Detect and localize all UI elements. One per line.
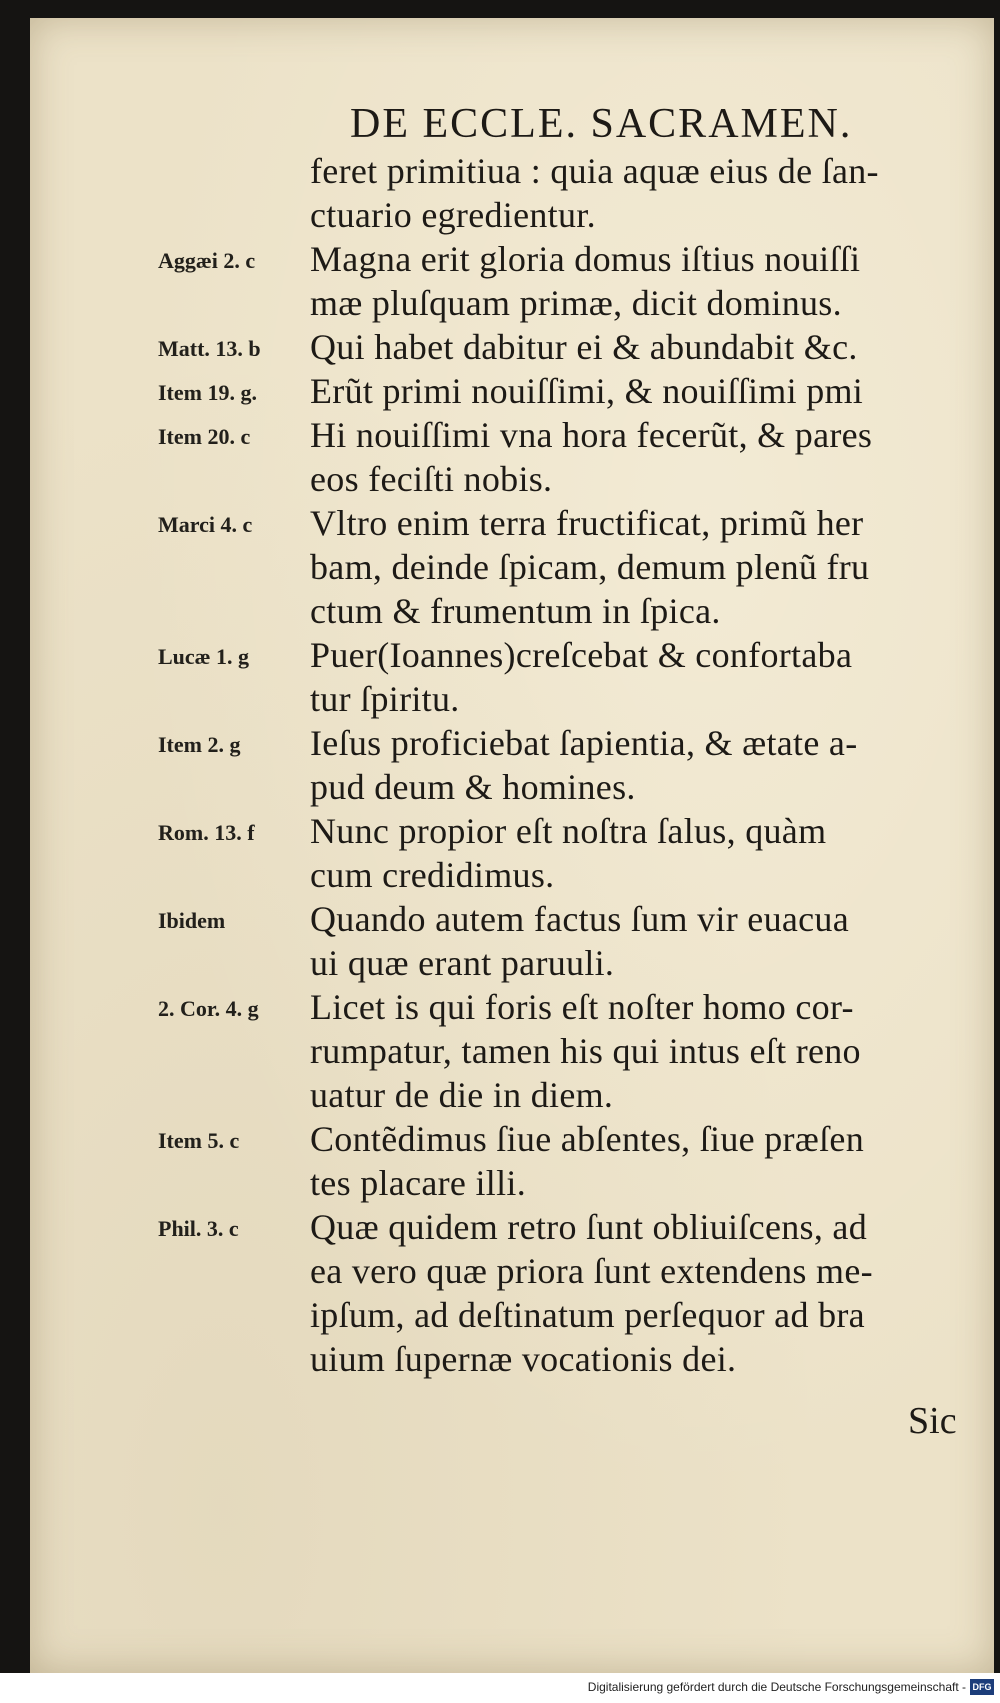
margin-note: Lucæ 1. g: [158, 644, 250, 669]
footer-credit: Digitalisierung gefördert durch die Deutsche Forschungsgemeinschaft -: [587, 1680, 966, 1694]
text-line: Licet is qui foris eſt noſter homo cor-: [310, 987, 854, 1027]
text-line: Nunc propior eſt noſtra ſalus, quàm: [310, 811, 827, 851]
text-line: Magna erit gloria domus iſtius nouiſſi: [310, 239, 861, 279]
text-line: Vltro enim terra fructificat, primũ her: [310, 503, 864, 543]
text-line: Quæ quidem retro ſunt obliuiſcens, ad: [310, 1207, 868, 1247]
text-line: ctuario egredientur.: [310, 195, 596, 235]
margin-note: Aggæi 2. c: [158, 248, 256, 273]
margin-note: Marci 4. c: [158, 512, 253, 537]
digitization-footer: [0, 1673, 1000, 1703]
text-line: pud deum & homines.: [310, 767, 636, 807]
text-line: mæ pluſquam primæ, dicit dominus.: [310, 283, 842, 323]
margin-note: Ibidem: [158, 908, 226, 933]
text-line: Puer(Ioannes)creſcebat & confortaba: [310, 635, 853, 675]
text-line: Contẽdimus ſiue abſentes, ſiue præſen: [310, 1119, 864, 1159]
text-line: ctum & frumentum in ſpica.: [310, 591, 721, 631]
text-line: cum credidimus.: [310, 855, 555, 895]
catchword: Sic: [908, 1400, 957, 1442]
text-line: uium ſupernæ vocationis dei.: [310, 1339, 737, 1379]
running-head: DE ECCLE. SACRAMEN.: [350, 101, 853, 147]
dfg-logo-icon: DFG: [970, 1679, 994, 1695]
book-page: [30, 18, 994, 1673]
margin-note: Item 20. c: [158, 424, 251, 449]
text-line: feret primitiua : quia aquæ eius de ſan-: [310, 151, 879, 191]
margin-note: Item 2. g: [158, 732, 241, 757]
text-line: Quando autem factus ſum vir euacua: [310, 899, 850, 939]
text-line: ea vero quæ priora ſunt extendens me-: [310, 1251, 873, 1291]
text-line: Ieſus proficiebat ſapientia, & ætate a-: [310, 723, 858, 763]
text-line: bam, deinde ſpicam, demum plenũ fru: [310, 547, 870, 587]
text-line: Hi nouiſſimi vna hora fecerũt, & pares: [310, 415, 873, 455]
margin-note: Item 19. g.: [158, 380, 257, 405]
margin-note: Item 5. c: [158, 1128, 240, 1153]
text-line: ipſum, ad deſtinatum perſequor ad bra: [310, 1295, 865, 1335]
margin-note: Phil. 3. c: [158, 1216, 239, 1241]
text-line: tes placare illi.: [310, 1163, 527, 1203]
text-line: Erũt primi nouiſſimi, & nouiſſimi pmi: [310, 371, 864, 411]
margin-note: 2. Cor. 4. g: [158, 996, 259, 1021]
margin-note: Rom. 13. f: [158, 820, 255, 845]
margin-note: Matt. 13. b: [158, 336, 261, 361]
text-line: eos feciſti nobis.: [310, 459, 553, 499]
text-line: Qui habet dabitur ei & abundabit &c.: [310, 327, 858, 367]
text-line: uatur de die in diem.: [310, 1075, 614, 1115]
text-line: tur ſpiritu.: [310, 679, 460, 719]
text-line: ui quæ erant paruuli.: [310, 943, 615, 983]
text-line: rumpatur, tamen his qui intus eſt reno: [310, 1031, 861, 1071]
